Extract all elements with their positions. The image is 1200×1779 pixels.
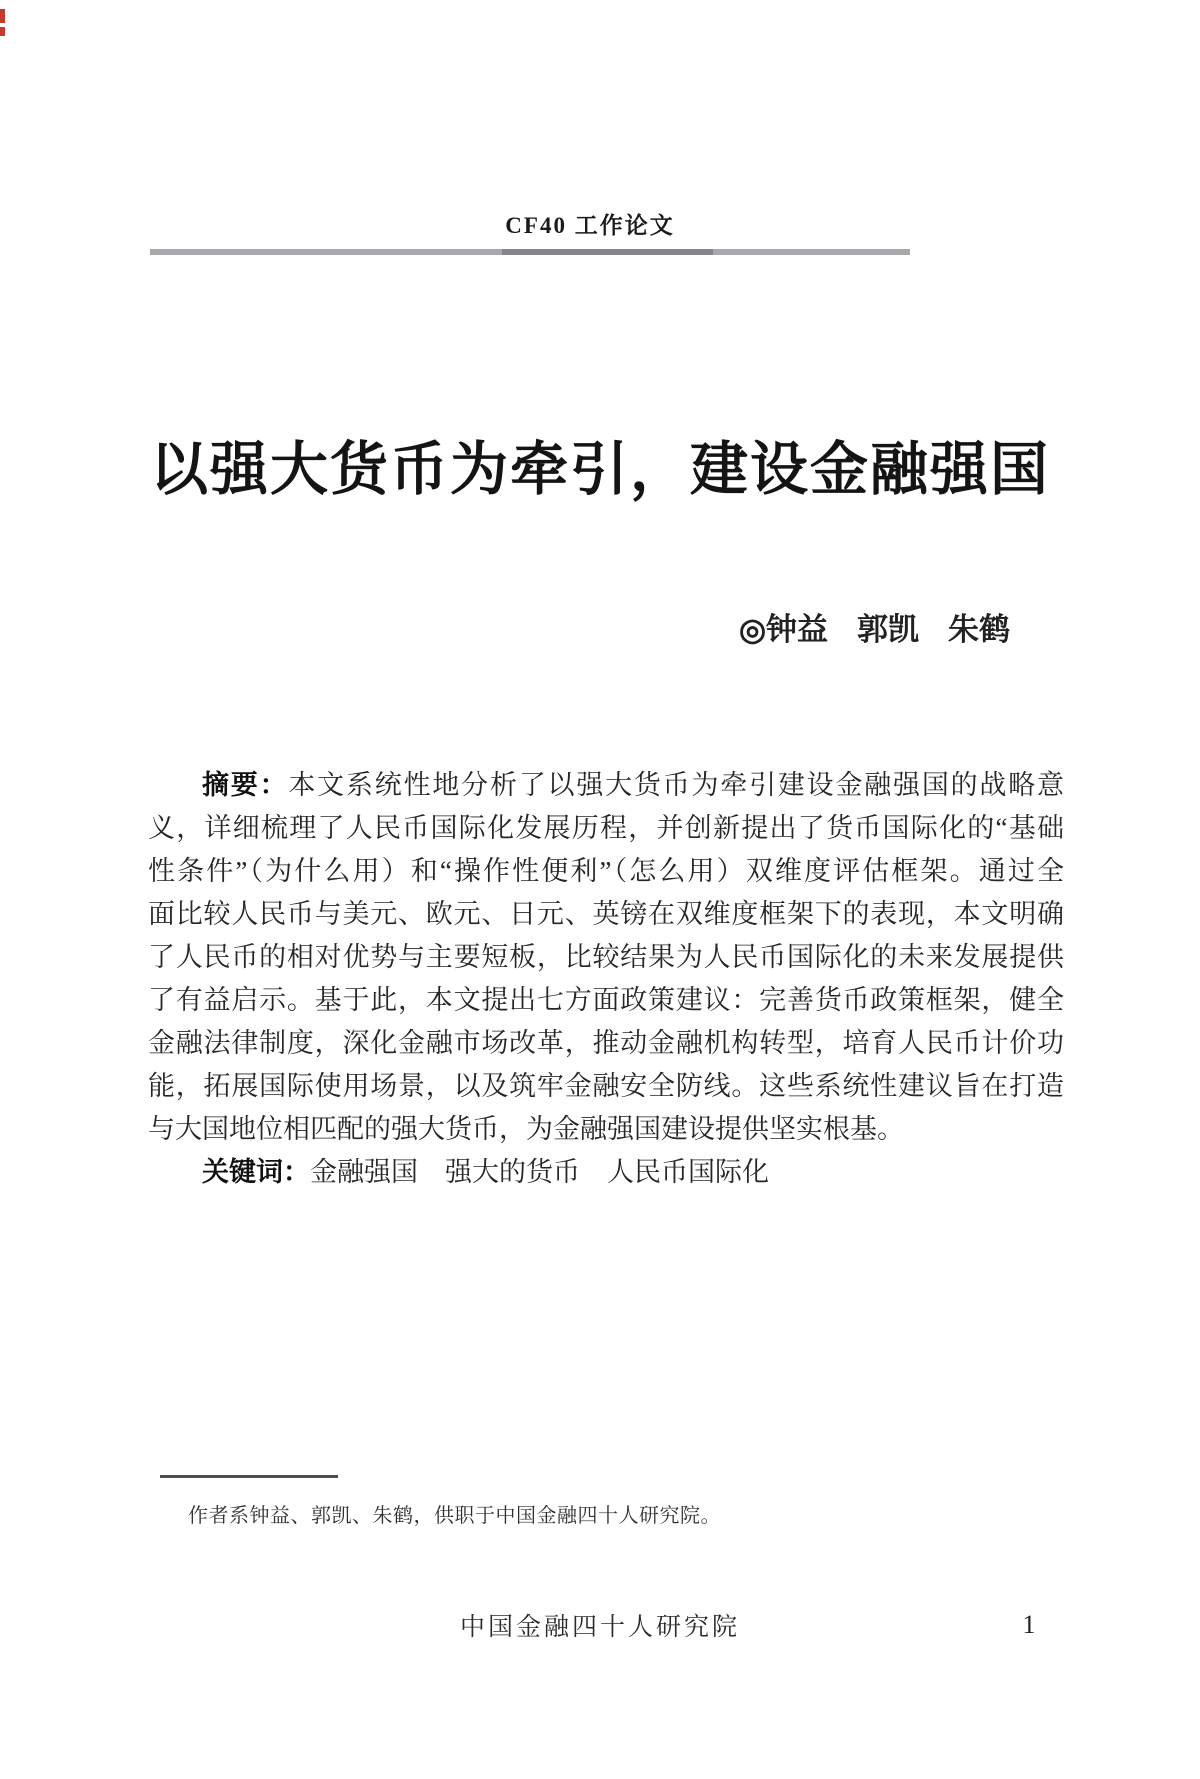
abstract-line: 与大国地位相匹配的强大货币，为金融强国建设提供坚实根基。 (148, 1114, 904, 1144)
author-name: 郭凯 (857, 612, 919, 647)
abstract-line: 性条件”（为什么用）和“操作性便利”（怎么用）双维度评估框架。通过全 (148, 856, 1064, 886)
abstract-text: 本文系统性地分析了以强大货币为牵引建设金融强国的战略意 (288, 770, 1065, 800)
abstract-line: 金融法律制度，深化金融市场改革，推动金融机构转型，培育人民币计价功 (148, 1028, 1064, 1058)
abstract-block (148, 764, 1064, 1194)
page-title: 以强大货币为牵引，建设金融强国 (149, 437, 1050, 502)
abstract-line (148, 764, 1064, 807)
header-divider-bar (150, 249, 910, 255)
abstract-line: 了人民币的相对优势与主要短板，比较结果为人民币国际化的未来发展提供 (148, 942, 1064, 972)
author-name: 朱鹤 (948, 612, 1010, 647)
abstract-line: 义，详细梳理了人民币国际化发展历程，并创新提出了货币国际化的“基础 (148, 813, 1064, 843)
abstract-line: 了有益启示。基于此，本文提出七方面政策建议：完善货币政策框架，健全 (148, 985, 1064, 1015)
abstract-line: 能，拓展国际使用场景，以及筑牢金融安全防线。这些系统性建议旨在打造 (148, 1071, 1064, 1101)
footnote-separator (160, 1475, 338, 1478)
footnote-text: 作者系钟益、郭凯、朱鹤，供职于中国金融四十人研究院。 (188, 1505, 721, 1527)
abstract-line: 面比较人民币与美元、欧元、日元、英镑在双维度框架下的表现，本文明确 (148, 899, 1064, 929)
scan-artifact-mark (0, 9, 5, 23)
footer-organization: 中国金融四十人研究院 (459, 1614, 740, 1641)
author-marker-icon: ◎ (738, 612, 766, 647)
header-divider-accent (502, 249, 713, 255)
abstract-label: 摘要： (202, 770, 289, 800)
page-number: 1 (1022, 1610, 1036, 1639)
running-header: CF40 工作论文 (505, 213, 675, 238)
scan-artifact-mark (0, 27, 5, 36)
authors-line (739, 609, 1010, 651)
keywords-label: 关键词： (202, 1157, 310, 1187)
keywords-text: 金融强国 强大的货币 人民币国际化 (310, 1157, 769, 1187)
keywords-line (148, 1151, 1064, 1194)
author-name: 钟益 (766, 612, 828, 647)
